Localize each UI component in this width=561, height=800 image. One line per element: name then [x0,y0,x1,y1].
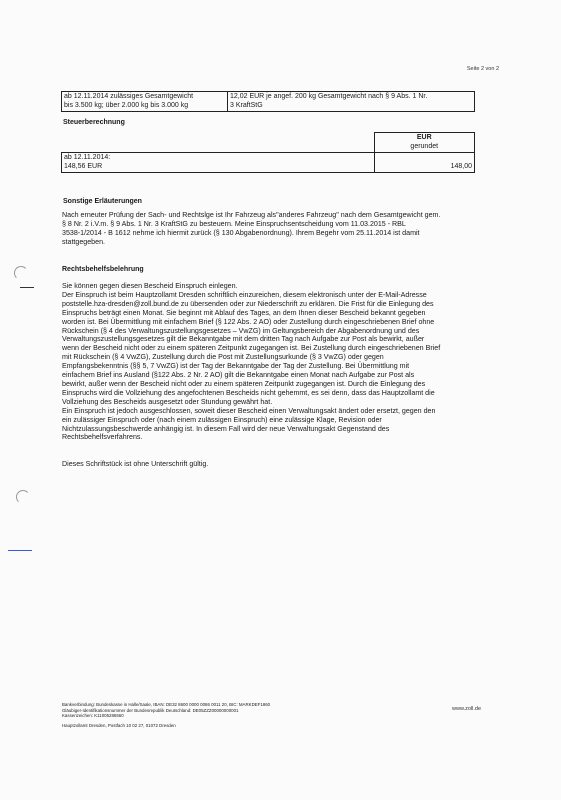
legal-line: poststelle.hza-dresden@zoll.bund.de zu übersenden oder zur Niederschrift zu erklären. Die Frist für die Einlegung des [62,299,434,308]
legal-line: Einspruchs beträgt einen Monat. Sie beginnt mit Ablauf des Tages, an dem Ihnen dieser Bescheid bekannt gegeben [62,308,426,317]
table-header-row [62,133,475,153]
notes-heading: Sonstige Erläuterungen [63,198,142,205]
legal-line: Empfangsbekenntnis (§§ 5, 7 VwZG) ist der Tag der Bekanntgabe der Tag der Zustellung. Bei Übermittlung mit [62,362,410,371]
tariff-weight-cell [62,92,228,112]
closing-note: Dieses Schriftstück ist ohne Unterschrift gültig. [62,460,209,468]
punch-hole-mark [16,490,30,504]
fold-mark [8,550,32,551]
notes-line: § 8 Nr. 2 i.V.m. § 9 Abs. 1 Nr. 3 KraftStG zu besteuern. Meine Einspruchsentscheidung vom 11.03.2015 - RBL [62,219,406,228]
notes-line: Nach erneuter Prüfung der Sach- und Rechtslge ist Ihr Fahrzeug als"anderes Fahrzeug" nach dem Gesamtgewicht gem. [62,211,441,219]
rounded-header: gerundet [410,142,439,150]
tax-calculation-table [61,132,475,173]
footer-website: www.zoll.de [452,706,482,712]
legal-line: Der Einspruch ist beim Hauptzollamt Dresden schriftlich einzureichen, diesem elektronisch unter der E-Mail-Adresse [62,290,427,299]
tax-period-date: ab 12.11.2014: [64,154,111,161]
empty-header-cell [62,133,375,153]
legal-line: worden ist. Bei Übermittlung mit einfachem Brief (§ 122 Abs. 2 AO) oder Zustellung durch eingeschriebenen Brief ohne [62,317,435,326]
notes-body [62,211,476,247]
legal-line: Verwaltungszustellungsgesetzes gilt die Bekanntgabe mit dem dritten Tag nach Aufgabe zur Post als bewirkt, außer [62,335,425,344]
page-number: Seite 2 von 2 [466,66,499,72]
tax-period-amount: 148,56 EUR [64,162,103,170]
tax-calculation-heading: Steuerberechnung [63,119,125,126]
legal-line: ein zulässiger Einspruch oder (nach einem zulässigen Einspruch) eine zulässige Klage, Revision oder [62,415,382,424]
tariff-rate-cell [228,92,475,112]
tariff-rate-line-1: 12,02 EUR je angef. 200 kg Gesamtgewicht nach § 9 Abs. 1 Nr. [230,93,428,100]
eur-header-cell [374,133,475,153]
notes-line: stattgegeben. [62,237,105,246]
legal-line: einfachem Brief ins Ausland (§122 Abs. 2 Nr. 2 AO) gilt die Bekanntgabe einen Monat nach Aufgabe zur Post als [62,371,415,380]
notes-line: 3538-1/2014 - B 1612 nehme ich hiermit zurück (§ 130 Abgabenordnung). Ihrem Begehr vom 25.11.2014 ist damit [62,228,420,237]
legal-line: bewirkt, außer wenn der Bescheid nicht oder zu einem späteren Zeitpunkt zugegangen ist. Durch die Einlegung des [62,379,426,388]
footer-line: Kassenzeichen: K11005286560 [62,713,124,719]
legal-line: Vollziehung des Bescheids ausgesetzt oder Stundung gewährt hat. [62,397,273,406]
tariff-weight-line-1: ab 12.11.2014 zulässiges Gesamtgewicht [64,93,194,100]
legal-remedy-heading: Rechtsbehelfsbelehrung [62,266,144,273]
legal-line: Rückschein (§ 4 des Verwaltungszustellungsgesetzes – VwZG) im Geltungsbereich der Abgabenordnung und des [62,326,420,335]
punch-hole-mark [14,266,28,280]
eur-header: EUR [416,134,432,141]
fold-mark [20,287,34,288]
footer-line: Bankverbindung: Bundeskasse in Halle/Saale, IBAN: DE32 8600 0000 0086 0011 20, BIC: MARKDEF1860 [62,702,271,707]
legal-line: mit Rückschein (§ 4 VwZG), Zustellung durch die Post mit Zustellungsurkunde (§ 3 VwZG) oder gegen [62,353,384,362]
legal-remedy-body [62,282,476,442]
footer-address: Hauptzollamt Dresden, Postfach 10 02 27, 01072 Dresden [62,723,176,728]
footer-bank-details [62,702,392,719]
legal-line: Nichtzulassungsbeschwerde anhängig ist. In diesem Fall wird der neue Verwaltungsakt Gegenstand des [62,424,390,433]
table-row [62,153,475,173]
footer-line: Gläubiger-Identifikationsnummer der Bundesrepublik Deutschland: DE05ZZZ00000000001 [62,707,239,713]
tariff-table [61,91,475,112]
legal-line: Sie können gegen diesen Bescheid Einspruch einlegen. [62,282,238,290]
tax-rounded-value: 148,00 [374,153,475,173]
legal-line: Ein Einspruch ist jedoch ausgeschlossen, soweit dieser Bescheid einen Verwaltungsakt ändert oder ersetzt, gegen den [62,406,436,415]
tariff-rate-line-2: 3 KraftStG [230,101,263,109]
legal-line: Rechtsbehelfsverfahrens. [62,433,143,442]
tax-period-cell [62,153,375,173]
tariff-weight-line-2: bis 3.500 kg; über 2.000 kg bis 3.000 kg [64,101,189,109]
table-row [62,92,475,112]
legal-line: Einspruchs wird die Vollziehung des angefochtenen Bescheids nicht gehemmt, es sei denn, dass das Hauptzollamt die [62,388,435,397]
legal-line: wenn der Bescheid nicht oder zu einem späteren Zeitpunkt zugegangen ist. Bei Zustellung durch eingeschriebenen Brief [62,344,441,353]
